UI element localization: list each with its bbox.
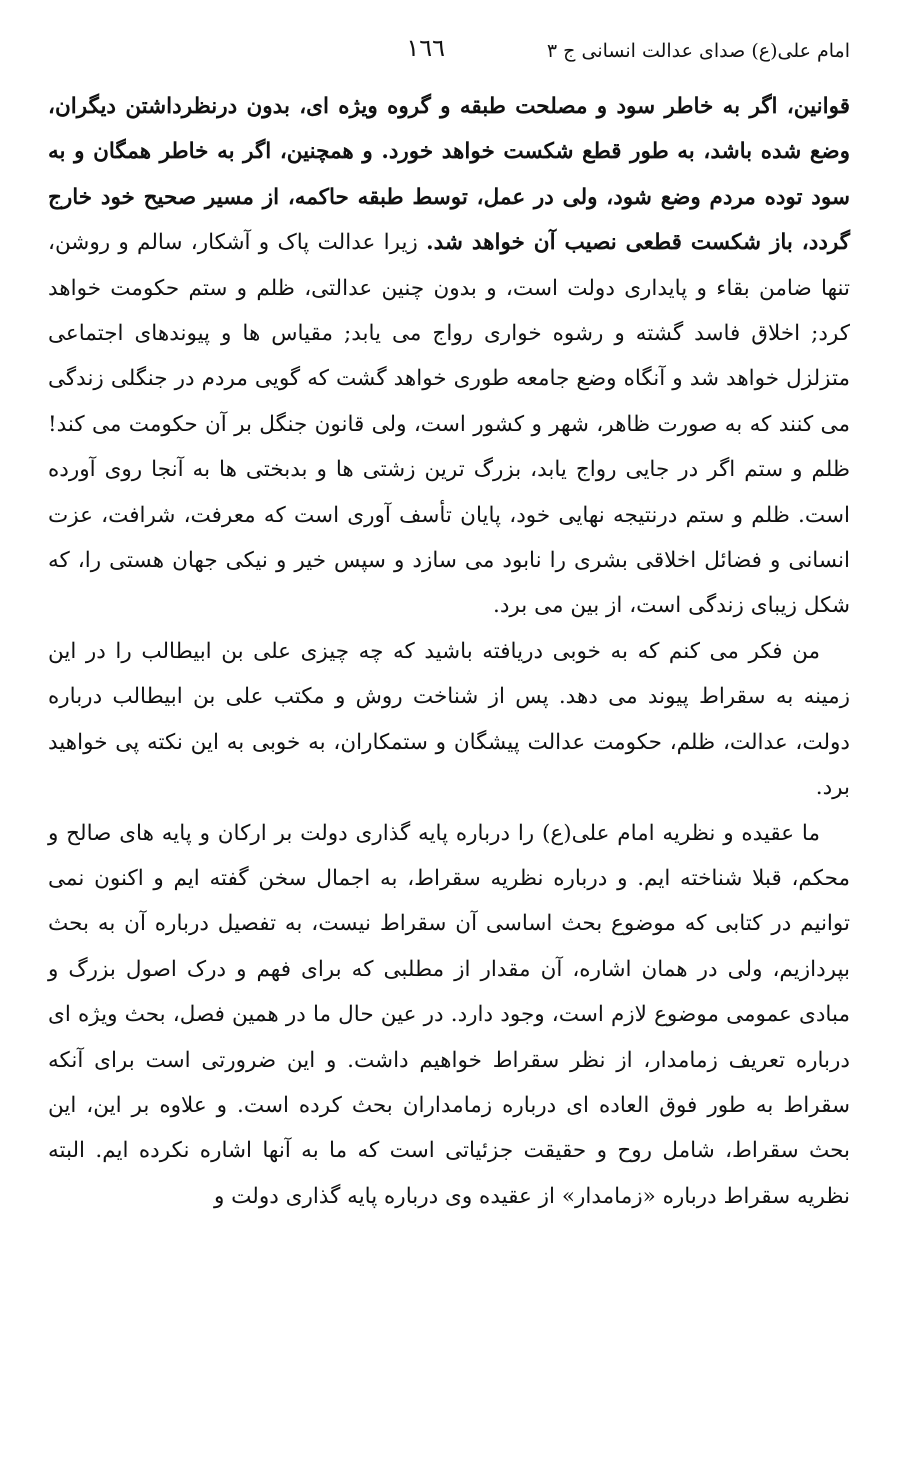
- paragraph-text: زیرا عدالت پاک و آشکار، سالم و روشن، تنها ضامن بقاء و پایداری دولت است، و بدون چنین عدالتی، ظلم و ستم حکومت خواهد کرد; اخلاق فاسد گشته و رشوه خواری رواج می یابد; مقیاس ها و پیوندهای اجتماعی متزلزل خواهد شد و آنگاه وضع جامعه طوری خواهد گشت که گویی مردم در جنگلی زندگی می کنند که به صورت ظاهر، شهر و کشور است، ولی قانون جنگل بر آن حکومت می کند! ظلم و ستم اگر در جایی رواج یابد، بزرگ ترین زشتی ها و بدبختی ها به آنجا روی آورده است. ظلم و ستم درنتیجه نهایی خود، پایان تأسف آوری است که معرفت، شرافت، عزت انسانی و فضائل اخلاقی بشری را نابود می سازد و سپس خیر و نیکی جهان هستی را، که شکل زیبای زندگی است، از بین می برد.: [48, 230, 850, 619]
- body-text: [48, 84, 850, 1219]
- page-number: ١٦٦: [406, 34, 445, 62]
- page-header: [48, 34, 850, 70]
- bold-passage: قوانین، اگر به خاطر سود و مصلحت طبقه و گروه ویژه ای، بدون درنظرداشتن دیگران، وضع شده باشد، به طور قطع شکست خواهد خورد. و همچنین، اگر به خاطر همگان و به سود توده مردم وضع شود، ولی در عمل، توسط طبقه حاکمه، از مسیر صحیح خود خارج گردد، باز شکست قطعی نصیب آن خواهد شد.: [48, 94, 850, 256]
- paragraph-3: ما عقیده و نظریه امام علی(ع) را درباره پایه گذاری دولت بر ارکان و پایه های صالح و محکم، قبلا شناخته ایم. و درباره نظریه سقراط، به اجمال سخن گفته ایم و اکنون نمی توانیم در کتابی که موضوع بحث اساسی آن سقراط نیست، به تفصیل درباره آن به بحث بپردازیم، ولی در همان اشاره، آن مقدار از مطلبی که برای فهم و درک اصول بزرگ و مبادی عمومی موضوع لازم است، وجود دارد. در عین حال ما در همین فصل، بحث ویژه ای درباره تعریف زمامدار، از نظر سقراط خواهیم داشت. و این ضرورتی است برای آنکه سقراط به طور فوق العاده ای درباره زمامداران بحث کرده است. و علاوه بر این، این بحث سقراط، شامل روح و حقیقت جزئیاتی است که ما به آنها اشاره نکرده ایم. البته نظریه سقراط درباره «زمامدار» از عقیده وی درباره پایه گذاری دولت و: [48, 820, 850, 1209]
- paragraph-1: [48, 84, 850, 629]
- paragraph-2: من فکر می کنم که به خوبی دریافته باشید که چه چیزی علی بن ابیطالب را در این زمینه به سقراط پیوند می دهد. پس از شناخت روش و مکتب علی بن ابیطالب درباره دولت، عدالت، ظلم، حکومت عدالت پیشگان و ستمکاران، به خوبی به این نکته پی خواهید برد.: [48, 638, 850, 801]
- running-title: امام علی(ع) صدای عدالت انسانی ج ٣: [546, 40, 850, 62]
